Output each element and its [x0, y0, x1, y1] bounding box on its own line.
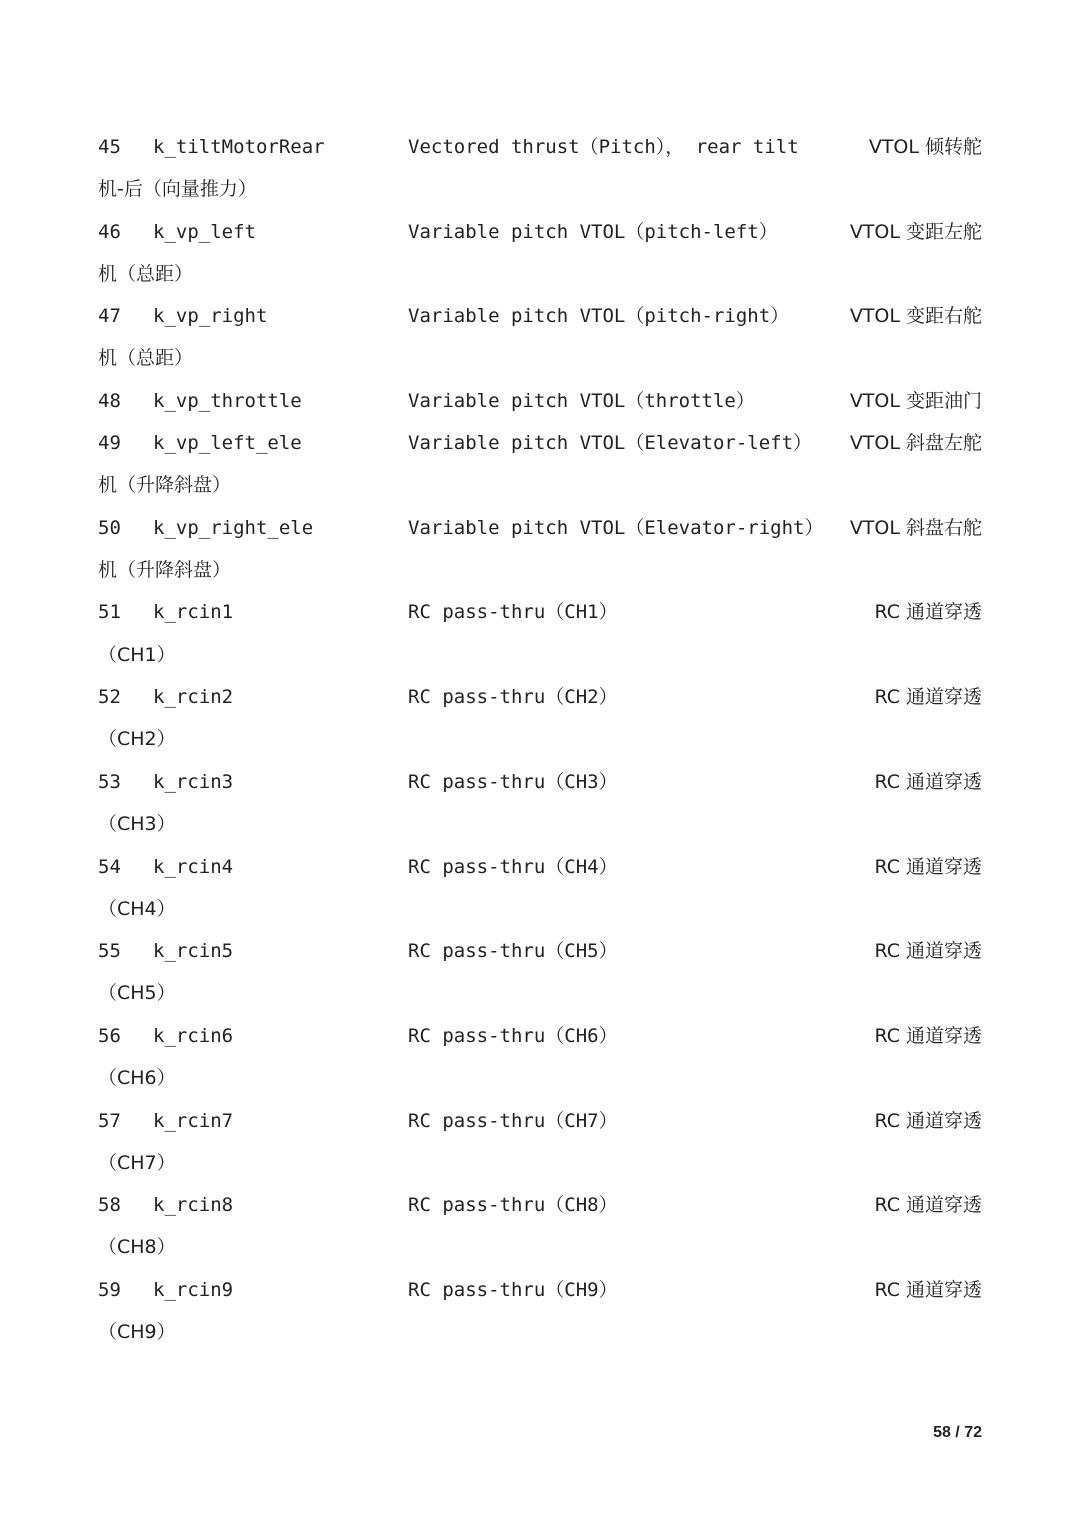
parameter-description: RC pass-thru（CH1）	[408, 601, 618, 623]
row-number: 57	[98, 1110, 121, 1132]
parameter-description: RC pass-thru（CH9）	[408, 1279, 618, 1301]
chinese-description-continuation: （CH6）	[98, 1067, 176, 1089]
row-number: 56	[98, 1025, 121, 1047]
chinese-description: VTOL 变距左舵	[849, 221, 982, 243]
chinese-description-continuation: 机（总距）	[98, 263, 194, 285]
row-number: 53	[98, 771, 121, 793]
parameter-key: k_rcin8	[153, 1194, 234, 1216]
chinese-description: VTOL 倾转舵	[868, 136, 982, 158]
parameter-key: k_vp_right	[153, 305, 268, 327]
row-number: 48	[98, 390, 121, 412]
chinese-description: RC 通道穿透	[874, 686, 982, 708]
row-number: 47	[98, 305, 121, 327]
chinese-description: RC 通道穿透	[874, 1025, 982, 1047]
parameter-description: RC pass-thru（CH3）	[408, 771, 618, 793]
row-number: 46	[98, 221, 121, 243]
chinese-description: RC 通道穿透	[874, 1110, 982, 1132]
parameter-description: Variable pitch VTOL（throttle）	[408, 390, 755, 412]
parameter-key: k_rcin6	[153, 1025, 234, 1047]
chinese-description: RC 通道穿透	[874, 1194, 982, 1216]
chinese-description-continuation: （CH1）	[98, 644, 176, 666]
chinese-description: VTOL 斜盘右舵	[849, 517, 982, 539]
parameter-key: k_rcin4	[153, 856, 234, 878]
row-number: 50	[98, 517, 121, 539]
chinese-description-continuation: 机-后（向量推力）	[98, 178, 257, 200]
row-number: 52	[98, 686, 121, 708]
chinese-description-continuation: （CH3）	[98, 813, 176, 835]
chinese-description-continuation: 机（升降斜盘）	[98, 474, 232, 496]
parameter-description: RC pass-thru（CH7）	[408, 1110, 618, 1132]
chinese-description: RC 通道穿透	[874, 601, 982, 623]
parameter-description: Variable pitch VTOL（pitch-right）	[408, 305, 790, 327]
row-number: 51	[98, 601, 121, 623]
chinese-description: VTOL 斜盘左舵	[849, 432, 982, 454]
parameter-key: k_vp_right_ele	[153, 517, 314, 539]
parameter-description: RC pass-thru（CH6）	[408, 1025, 618, 1047]
row-number: 54	[98, 856, 121, 878]
chinese-description-continuation: （CH4）	[98, 898, 176, 920]
row-number: 58	[98, 1194, 121, 1216]
parameter-description: RC pass-thru（CH4）	[408, 856, 618, 878]
parameter-key: k_rcin9	[153, 1279, 234, 1301]
parameter-key: k_vp_left	[153, 221, 256, 243]
row-number: 45	[98, 136, 121, 158]
chinese-description: VTOL 变距油门	[849, 390, 982, 412]
parameter-key: k_rcin1	[153, 601, 234, 623]
chinese-description-continuation: （CH7）	[98, 1152, 176, 1174]
chinese-description: RC 通道穿透	[874, 771, 982, 793]
chinese-description-continuation: （CH9）	[98, 1321, 176, 1343]
parameter-description: RC pass-thru（CH5）	[408, 940, 618, 962]
parameter-key: k_vp_left_ele	[153, 432, 302, 454]
chinese-description-continuation: （CH8）	[98, 1236, 176, 1258]
row-number: 49	[98, 432, 121, 454]
chinese-description: RC 通道穿透	[874, 1279, 982, 1301]
chinese-description-continuation: 机（升降斜盘）	[98, 559, 232, 581]
chinese-description-continuation: （CH5）	[98, 982, 176, 1004]
parameter-key: k_rcin5	[153, 940, 234, 962]
chinese-description: RC 通道穿透	[874, 856, 982, 878]
parameter-key: k_rcin7	[153, 1110, 234, 1132]
chinese-description-continuation: 机（总距）	[98, 347, 194, 369]
parameter-key: k_rcin3	[153, 771, 234, 793]
parameter-description: RC pass-thru（CH2）	[408, 686, 618, 708]
parameter-key: k_vp_throttle	[153, 390, 302, 412]
chinese-description-continuation: （CH2）	[98, 728, 176, 750]
parameter-description: Vectored thrust（Pitch）， rear tilt	[408, 136, 799, 158]
chinese-description: RC 通道穿透	[874, 940, 982, 962]
parameter-description: Variable pitch VTOL（pitch-left）	[408, 221, 778, 243]
chinese-description: VTOL 变距右舵	[849, 305, 982, 327]
parameter-key: k_tiltMotorRear	[153, 136, 325, 158]
parameter-description: Variable pitch VTOL（Elevator-right）	[408, 517, 824, 539]
row-number: 55	[98, 940, 121, 962]
page-number: 58 / 72	[933, 1424, 982, 1441]
parameter-description: RC pass-thru（CH8）	[408, 1194, 618, 1216]
parameter-key: k_rcin2	[153, 686, 234, 708]
parameter-description: Variable pitch VTOL（Elevator-left）	[408, 432, 813, 454]
row-number: 59	[98, 1279, 121, 1301]
